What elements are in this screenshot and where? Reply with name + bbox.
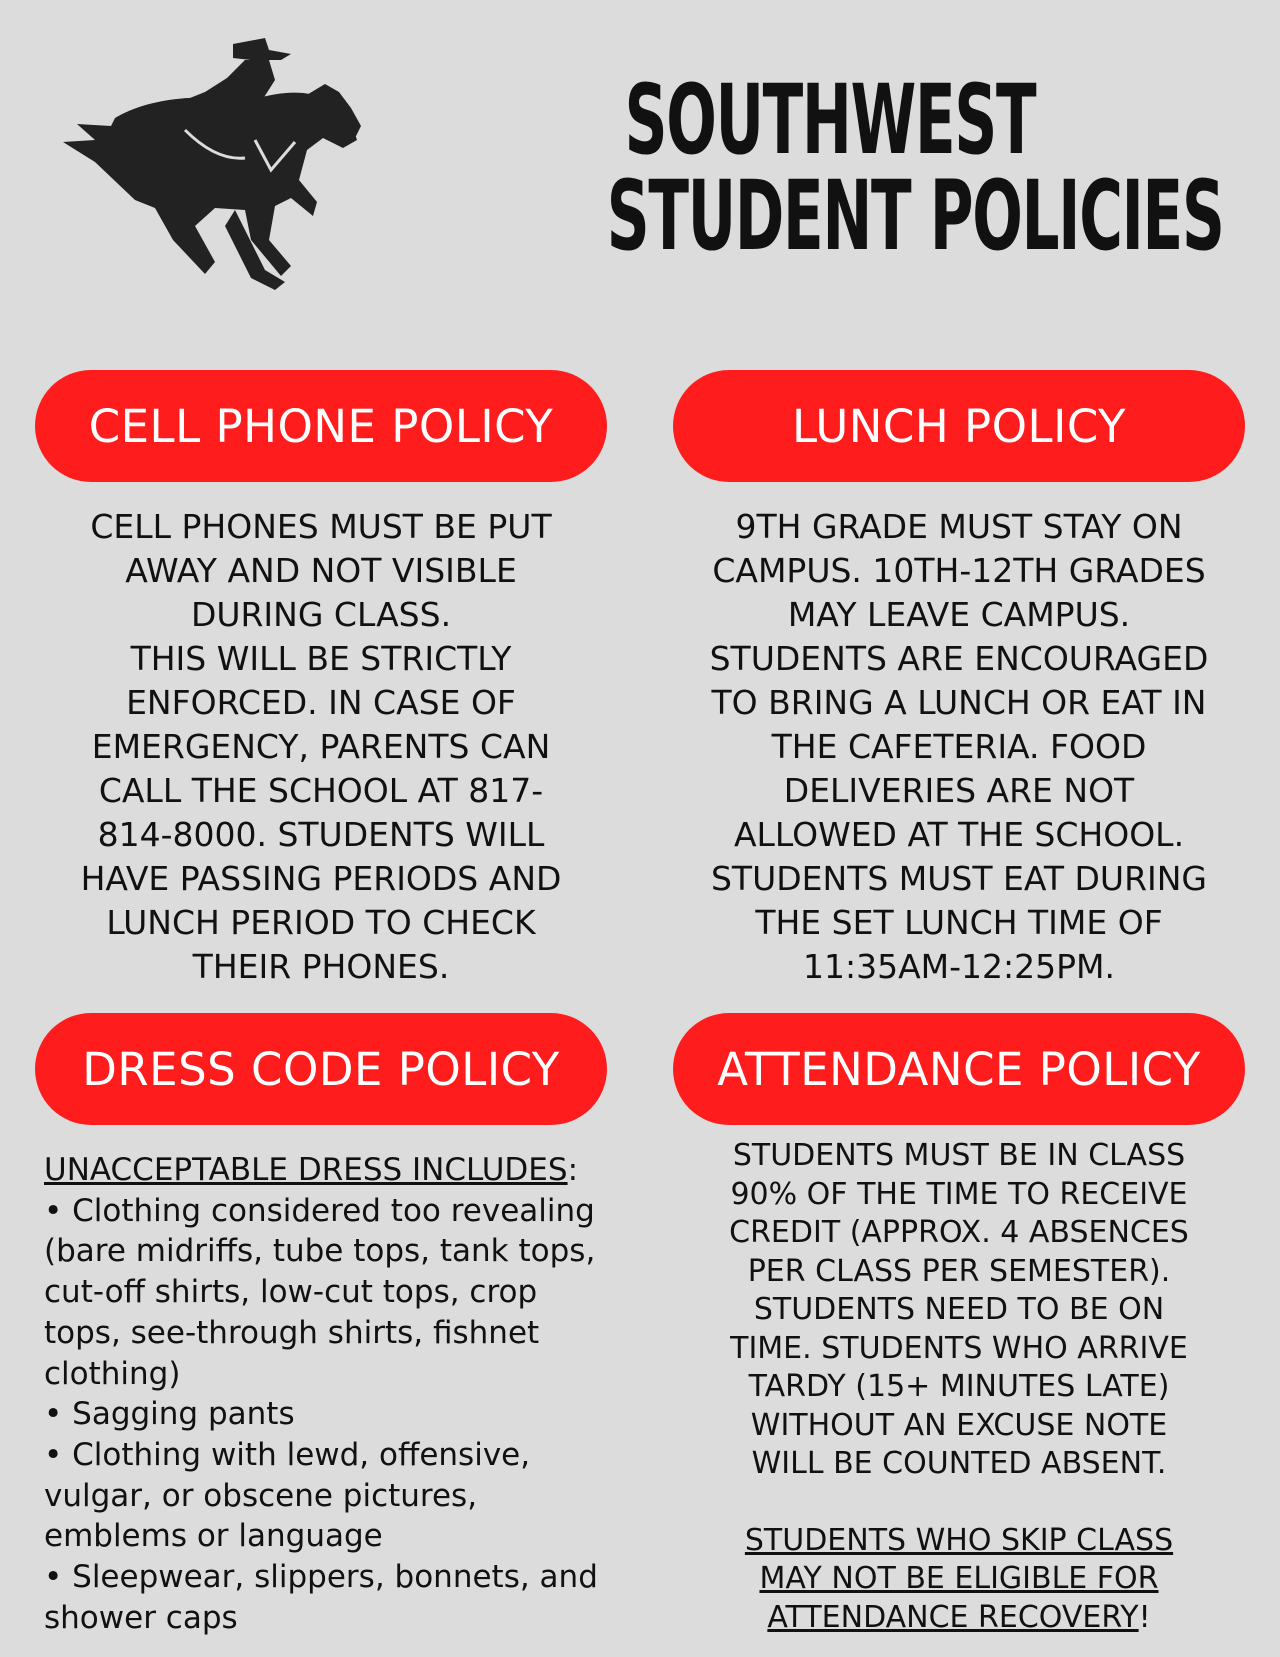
text-line: 9TH GRADE MUST STAY ON xyxy=(735,507,1183,546)
text-line: cut-off shirts, low-cut tops, crop xyxy=(44,1274,538,1311)
text-line: WITHOUT AN EXCUSE NOTE xyxy=(750,1407,1168,1443)
text-line: HAVE PASSING PERIODS AND xyxy=(80,859,562,898)
text-line: THIS WILL BE STRICTLY xyxy=(130,639,512,678)
text-line: STUDENTS ARE ENCOURAGED xyxy=(709,639,1209,678)
text-line: emblems or language xyxy=(44,1518,383,1555)
dress-code-intro-colon: : xyxy=(567,1152,579,1188)
text-line: PER CLASS PER SEMESTER). xyxy=(747,1253,1171,1289)
text-line: CAMPUS. 10TH-12TH GRADES xyxy=(712,551,1206,590)
text-line: MAY LEAVE CAMPUS. xyxy=(787,595,1131,634)
text-line: tops, see-through shirts, fishnet xyxy=(44,1314,540,1351)
cell-phone-policy-heading: CELL PHONE POLICY xyxy=(35,370,607,482)
lunch-policy-heading: LUNCH POLICY xyxy=(673,370,1245,482)
text-line: • Clothing considered too revealing xyxy=(44,1192,595,1229)
text-line: ENFORCED. IN CASE OF xyxy=(126,683,516,722)
dress-code-intro-label: UNACCEPTABLE DRESS INCLUDES xyxy=(44,1152,568,1188)
text-line: • Sleepwear, slippers, bonnets, and xyxy=(44,1559,598,1596)
text-line: LUNCH PERIOD TO CHECK xyxy=(106,903,536,942)
text-line: TARDY (15+ MINUTES LATE) xyxy=(748,1369,1170,1404)
warning-line: ATTENDANCE RECOVERY xyxy=(767,1599,1139,1635)
warning-line-last xyxy=(673,1599,1245,1638)
text-line: 11:35AM-12:25PM. xyxy=(802,947,1116,986)
text-line: EMERGENCY, PARENTS CAN xyxy=(91,727,551,766)
text-line: WILL BE COUNTED ABSENT. xyxy=(751,1446,1167,1481)
text-line: DELIVERIES ARE NOT xyxy=(783,771,1135,810)
attendance-policy-heading: ATTENDANCE POLICY xyxy=(673,1013,1245,1125)
text-line: ALLOWED AT THE SCHOOL. xyxy=(733,815,1185,854)
text-line: AWAY AND NOT VISIBLE xyxy=(125,551,517,590)
text-line: 90% OF THE TIME TO RECEIVE xyxy=(730,1176,1188,1212)
text-line: THE SET LUNCH TIME OF xyxy=(755,903,1163,942)
title-line-1: SOUTHWEST xyxy=(624,64,1036,176)
page-title xyxy=(606,64,1224,272)
lunch-policy-text xyxy=(673,505,1245,989)
text-line: vulgar, or obscene pictures, xyxy=(44,1477,478,1514)
cell-phone-policy-text xyxy=(35,505,607,989)
dress-code-policy-heading: DRESS CODE POLICY xyxy=(35,1013,607,1125)
text-line: • Sagging pants xyxy=(44,1396,295,1433)
text-line: (bare midriffs, tube tops, tank tops, xyxy=(44,1233,596,1270)
warning-line: MAY NOT BE ELIGIBLE FOR xyxy=(759,1561,1159,1596)
title-line-2: STUDENT POLICIES xyxy=(606,160,1224,272)
text-line: TIME. STUDENTS WHO ARRIVE xyxy=(730,1330,1188,1366)
text-line: STUDENTS NEED TO BE ON xyxy=(753,1292,1165,1327)
warning-exclamation: ! xyxy=(1138,1599,1151,1635)
text-line: STUDENTS MUST BE IN CLASS xyxy=(732,1138,1186,1173)
text-line: THEIR PHONES. xyxy=(192,947,450,986)
text-line: CALL THE SCHOOL AT 817- xyxy=(98,771,544,810)
text-line: 814-8000. STUDENTS WILL xyxy=(97,815,545,854)
dress-code-intro xyxy=(44,1150,644,1191)
text-line: TO BRING A LUNCH OR EAT IN xyxy=(711,683,1207,722)
text-line: THE CAFETERIA. FOOD xyxy=(771,727,1147,766)
text-line: • Clothing with lewd, offensive, xyxy=(44,1436,531,1473)
text-line: CELL PHONES MUST BE PUT xyxy=(90,507,552,546)
dress-code-policy-text xyxy=(44,1150,644,1638)
warning-line: STUDENTS WHO SKIP CLASS xyxy=(744,1522,1174,1558)
text-line: STUDENTS MUST EAT DURING xyxy=(710,859,1207,898)
attendance-policy-text xyxy=(673,1137,1245,1637)
text-line: shower caps xyxy=(44,1599,238,1636)
horse-rider-logo xyxy=(55,30,385,300)
text-line: clothing) xyxy=(44,1355,181,1392)
text-line: DURING CLASS. xyxy=(190,595,452,634)
text-line: CREDIT (APPROX. 4 ABSENCES xyxy=(729,1215,1189,1250)
spacer xyxy=(673,1484,1245,1522)
